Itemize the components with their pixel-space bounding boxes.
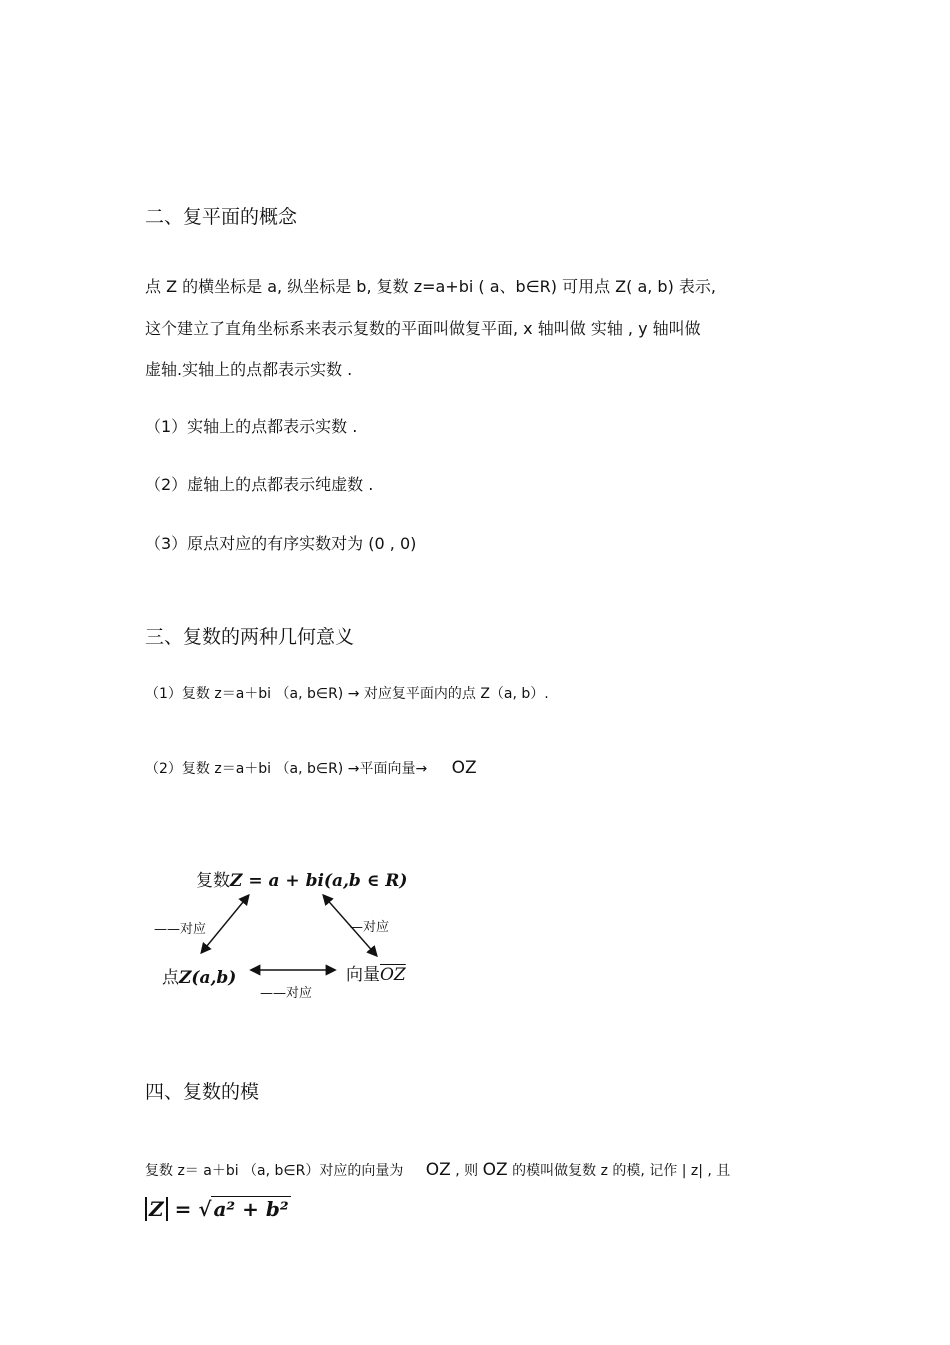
- diagram-bottom-edge-label: ——对应: [260, 986, 313, 1001]
- modulus-text-3: 的模叫做复数 z 的模, 记作 | z| , 且: [512, 1163, 731, 1179]
- meaning-item-1: （1）复数 z＝a＋bi （a, b∈R) → 对应复平面内的点 Z（a, b）.: [145, 686, 549, 702]
- diagram-top-formula: Z = a + bi(a,b ∈ R): [230, 871, 408, 891]
- modulus-text-1: 复数 z＝ a＋bi （a, b∈R）对应的向量为: [145, 1163, 404, 1179]
- section-heading-geometric-meaning: 三、复数的两种几何意义: [145, 626, 355, 648]
- list-item-1: （1）实轴上的点都表示实数 .: [145, 417, 358, 436]
- diagram-right-edge-label: —对应: [350, 920, 390, 935]
- formula-rhs: a² + b²: [213, 1197, 289, 1221]
- formula-lhs: Z: [145, 1197, 168, 1221]
- diagram-left-prefix: 点: [162, 968, 179, 988]
- diagram-left-edge-label: ——对应: [154, 922, 207, 937]
- paragraph-line-1: 点 Z 的横坐标是 a, 纵坐标是 b, 复数 z=a+bi ( a、b∈R) 可用点 Z( a, b) 表示,: [145, 277, 716, 296]
- section-heading-modulus: 四、复数的模: [145, 1081, 260, 1103]
- meaning-item-2: [145, 758, 477, 778]
- modulus-text-2: , 则: [455, 1163, 479, 1179]
- diagram-left-formula: Z(a,b): [179, 968, 237, 988]
- formula-equals: =: [174, 1197, 192, 1221]
- section-heading-complex-plane: 二、复平面的概念: [145, 206, 298, 228]
- list-item-2: （2）虚轴上的点都表示纯虚数 .: [145, 475, 374, 494]
- diagram-top-prefix: 复数: [196, 871, 230, 891]
- diagram-top-node: [196, 866, 407, 891]
- meaning-item-2-text: （2）复数 z＝a＋bi （a, b∈R) →平面向量→: [145, 761, 428, 777]
- diagram-right-node: [346, 960, 406, 985]
- modulus-vector-1: OZ: [425, 1160, 451, 1180]
- paragraph-line-2: 这个建立了直角坐标系来表示复数的平面叫做复平面, x 轴叫做 实轴 , y 轴叫做: [145, 319, 701, 338]
- sqrt-symbol-icon: √: [198, 1197, 212, 1221]
- diagram-right-vector: $\overline{OZ}$: [380, 965, 406, 985]
- arrow-left-diagonal: [202, 896, 248, 952]
- correspondence-diagram: [150, 860, 420, 1010]
- vector-oz: OZ: [451, 758, 477, 778]
- modulus-paragraph: [145, 1160, 730, 1180]
- diagram-left-node: [162, 963, 236, 988]
- modulus-formula: [145, 1196, 291, 1221]
- modulus-vector-2: OZ: [482, 1160, 508, 1180]
- list-item-3: （3）原点对应的有序实数对为 (0 , 0): [145, 534, 417, 553]
- paragraph-line-3: 虚轴.实轴上的点都表示实数 .: [145, 360, 353, 379]
- diagram-right-prefix: 向量: [346, 965, 380, 985]
